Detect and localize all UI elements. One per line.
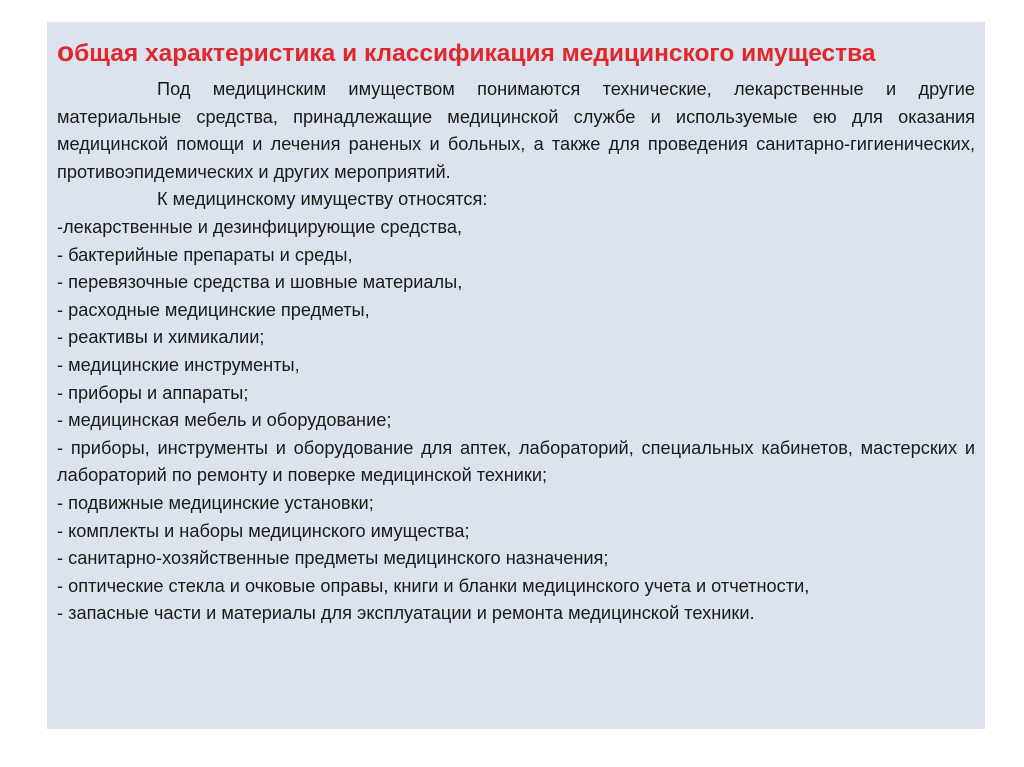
list-item: - санитарно-хозяйственные предметы медицинского назначения; bbox=[57, 548, 609, 569]
slide-body bbox=[57, 76, 975, 628]
list-item: -лекарственные и дезинфицирующие средства, bbox=[57, 216, 462, 237]
list-item: - бактерийные препараты и среды, bbox=[57, 244, 353, 265]
list-item: - перевязочные средства и шовные материалы, bbox=[57, 272, 463, 293]
property-list bbox=[57, 214, 975, 628]
slide-panel bbox=[47, 22, 985, 729]
title-text: бщая характеристика и классификация медицинского имущества bbox=[74, 40, 876, 67]
list-item: - реактивы и химикалии; bbox=[57, 327, 265, 348]
list-intro: К медицинскому имуществу относятся: bbox=[157, 189, 488, 210]
list-item: - оптические стекла и очковые оправы, книги и бланки медицинского учета и отчетности, bbox=[57, 575, 810, 596]
title-first-letter: о bbox=[57, 36, 75, 67]
list-item: - подвижные медицинские установки; bbox=[57, 492, 374, 513]
list-item: - приборы и аппараты; bbox=[57, 382, 249, 403]
list-item: - комплекты и наборы медицинского имущества; bbox=[57, 520, 470, 541]
slide-title bbox=[57, 34, 975, 72]
list-item: - запасные части и материалы для эксплуатации и ремонта медицинской техники. bbox=[57, 603, 755, 624]
intro-paragraph: Под медицинским имуществом понимаются технические, лекарственные и другие материальные средства, принадлежащие медицинской службе и используемые ею для оказания медицинской помощи и лечения раненых и больных, а также для проведения санитарно-гигиенических, противоэпидемических и других мероприятий. bbox=[57, 79, 975, 182]
list-item: - медицинские инструменты, bbox=[57, 354, 300, 375]
list-item: - приборы, инструменты и оборудование для аптек, лабораторий, специальных кабинетов, мастерских и лабораторий по ремонту и поверке медицинской техники; bbox=[57, 437, 975, 486]
list-item: - расходные медицинские предметы, bbox=[57, 299, 370, 320]
list-item: - медицинская мебель и оборудование; bbox=[57, 410, 392, 431]
